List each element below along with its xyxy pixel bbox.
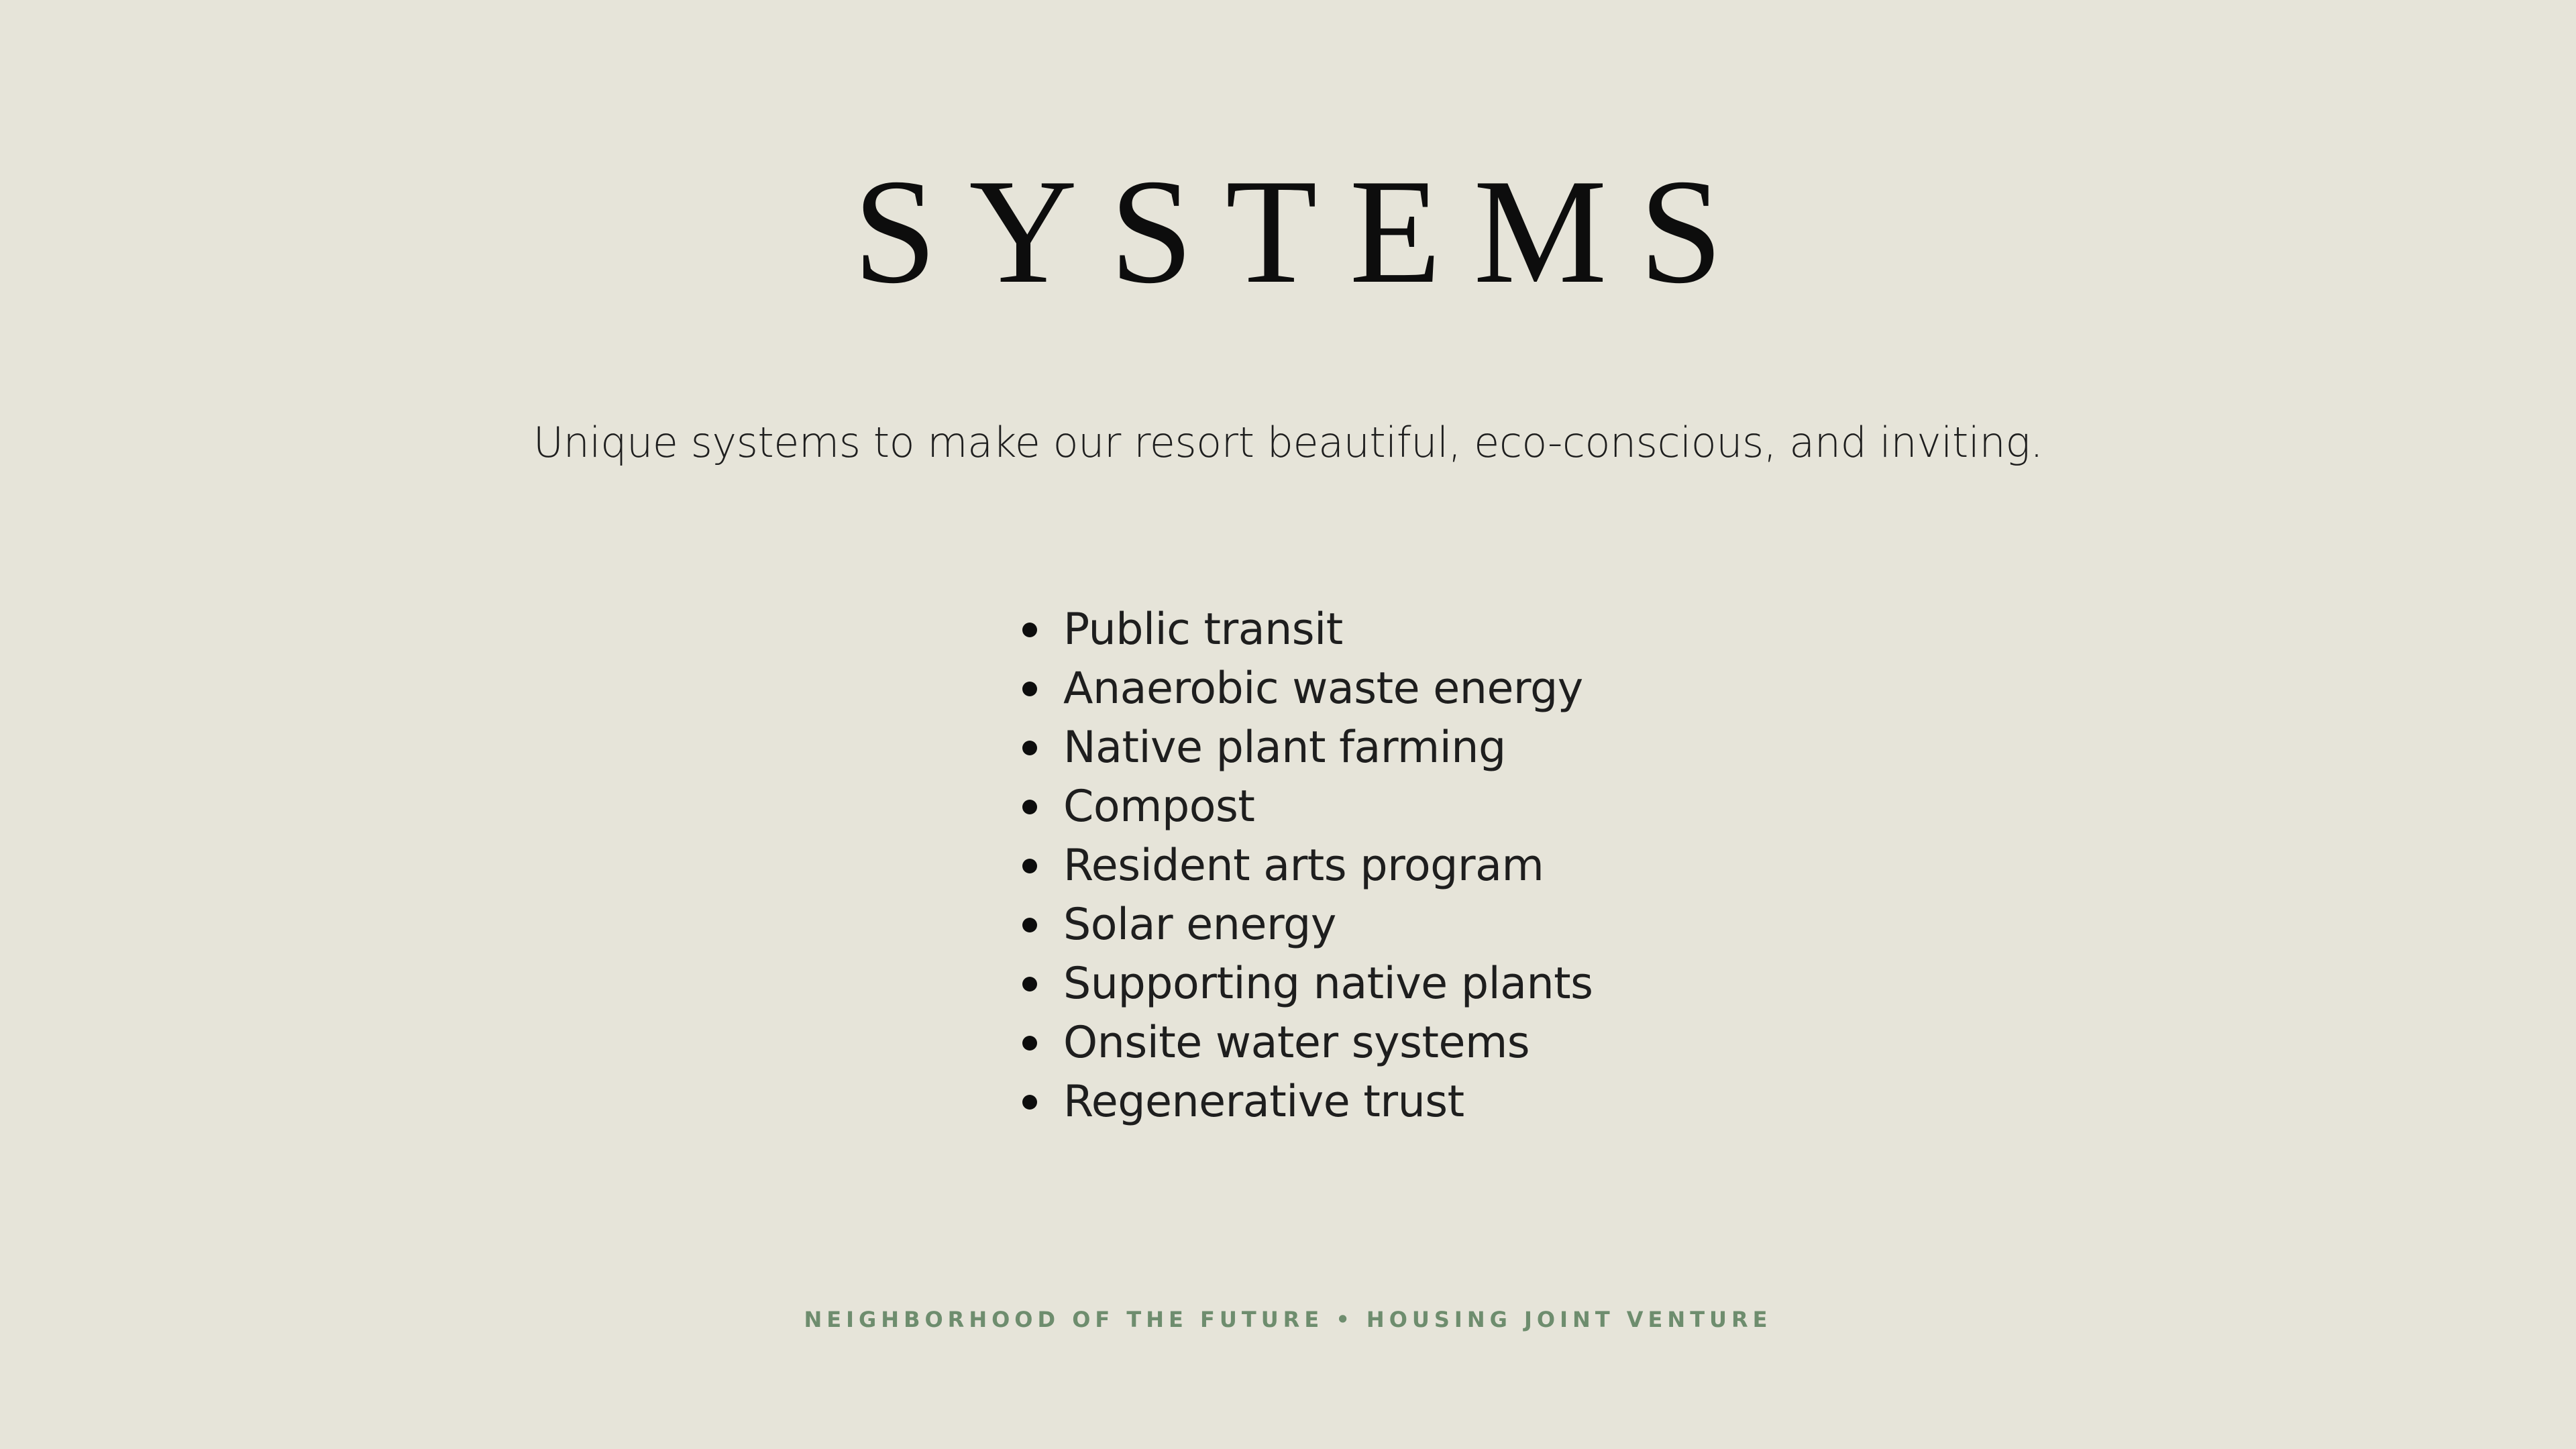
bullet-icon [1022,682,1037,696]
bullet-icon [1022,977,1037,991]
bullet-icon [1022,1095,1037,1110]
list-item [1013,777,1593,837]
systems-list [1013,600,1593,1132]
slide-title: SYSTEMS [853,148,1756,315]
slide-subtitle: Unique systems to make our resort beautiful, eco-conscious, and inviting. [533,418,2043,467]
list-item [1013,896,1593,955]
list-item [1013,718,1593,777]
bullet-icon [1022,918,1037,932]
list-item [1013,1073,1593,1132]
list-item [1013,837,1593,896]
list-item-label: Compost [1063,782,1255,832]
list-item [1013,600,1593,659]
bullet-icon [1022,623,1037,637]
list-item [1013,659,1593,718]
bullet-icon [1022,859,1037,873]
list-item-label: Regenerative trust [1063,1077,1464,1127]
list-item [1013,1014,1593,1073]
slide-footer: NEIGHBORHOOD OF THE FUTURE • HOUSING JOINT VENTURE [804,1307,1772,1332]
bullet-icon [1022,741,1037,755]
list-item-label: Public transit [1063,604,1343,655]
bullet-icon [1022,800,1037,814]
list-item-label: Anaerobic waste energy [1063,663,1583,714]
list-item-label: Supporting native plants [1063,959,1593,1009]
list-item-label: Native plant farming [1063,722,1506,773]
list-item [1013,955,1593,1014]
list-item-label: Onsite water systems [1063,1018,1530,1068]
bullet-icon [1022,1036,1037,1051]
list-item-label: Resident arts program [1063,841,1544,891]
list-item-label: Solar energy [1063,900,1336,950]
